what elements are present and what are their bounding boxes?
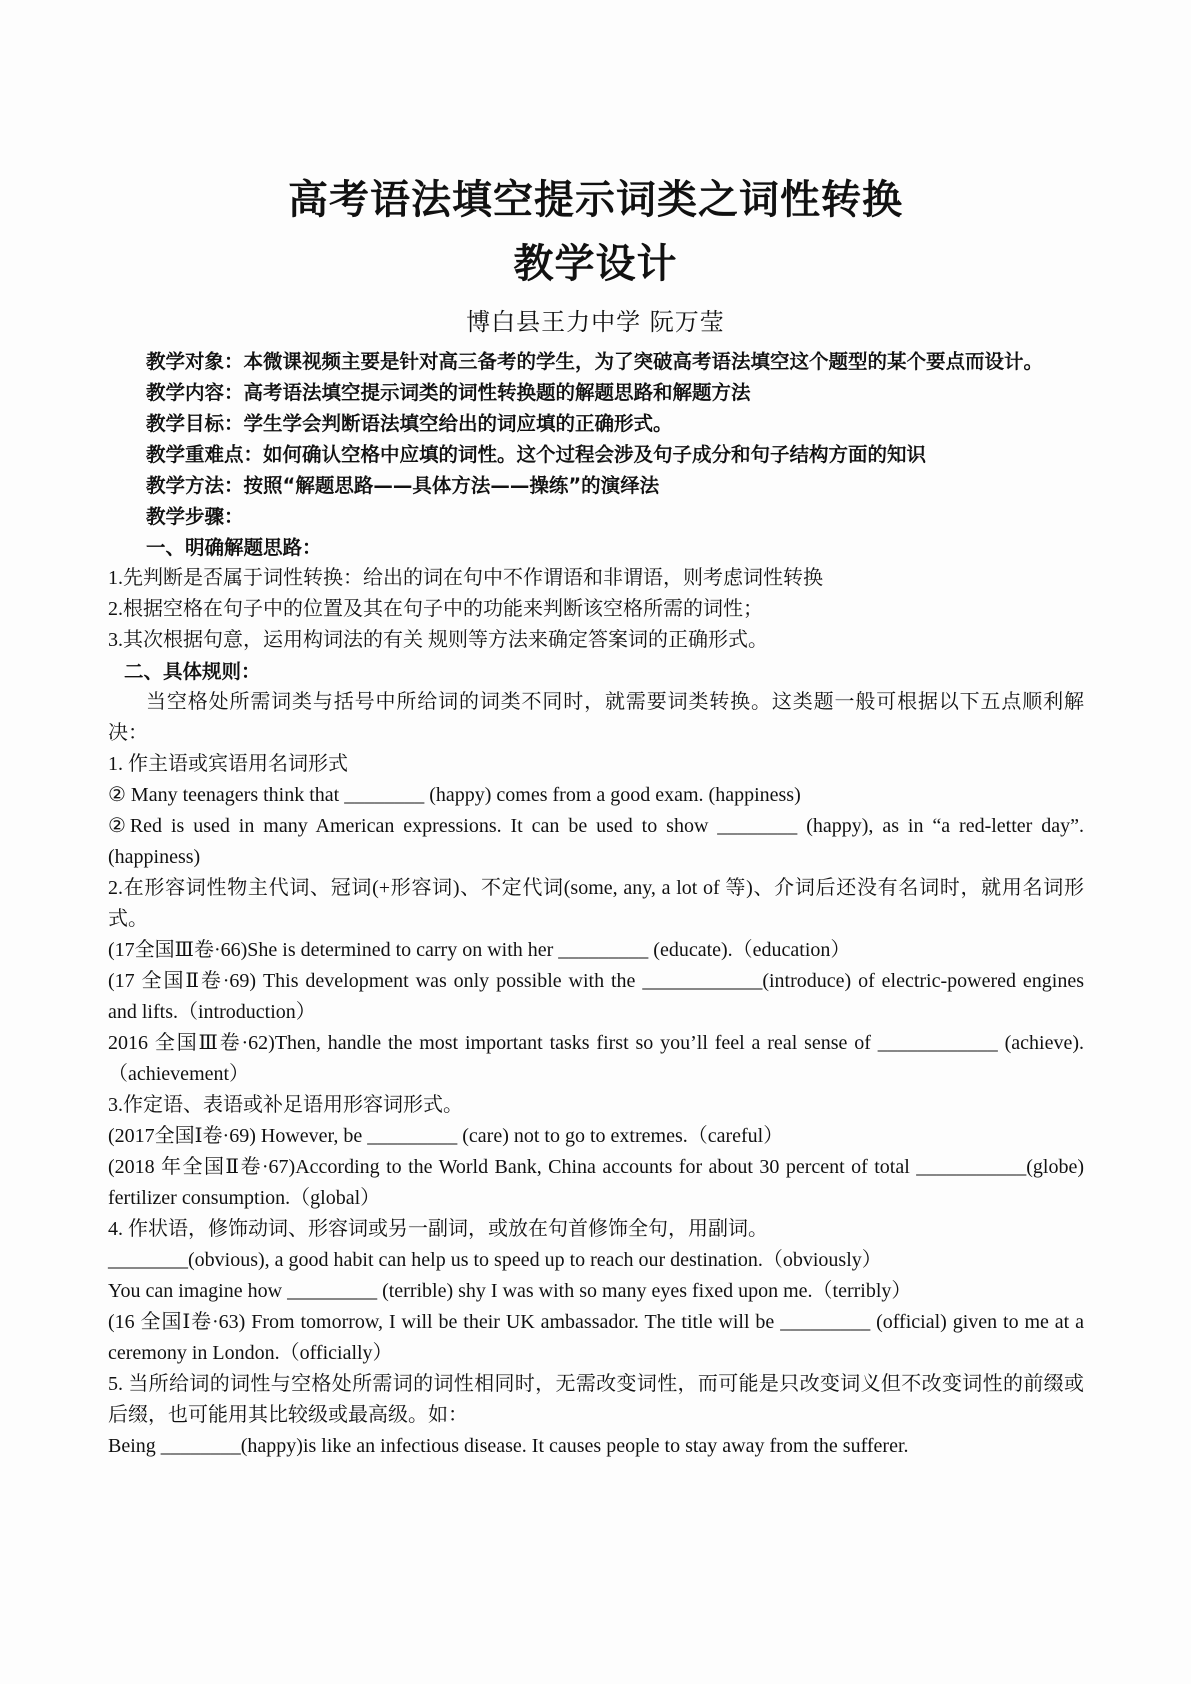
rule-5: 5. 当所给词的词性与空格处所需词的词性相同时，无需改变词性，而可能是只改变词义但不改变词性的前缀或后缀，也可能用其比较级或最高级。如：	[108, 1373, 1084, 1426]
rule-3: 3.作定语、表语或补足语用形容词形式。	[108, 1094, 463, 1116]
teaching-method: 教学方法：按照“解题思路——具体方法——操练”的演绎法	[146, 474, 660, 497]
rule-example: ②Red is used in many American expressions. It can be used to show ________ (happy), as in “a red-letter day”.(happiness)	[108, 815, 1084, 868]
rule-2: 2.在形容词性物主代词、冠词(+形容词)、不定代词(some, any, a lot of 等)、介词后还没有名词时，就用名词形式。	[108, 877, 1084, 930]
teaching-goal: 教学目标：学生学会判断语法填空给出的词应填的正确形式。	[146, 412, 673, 435]
section1-item: 1.先判断是否属于词性转换：给出的词在句中不作谓语和非谓语，则考虑词性转换	[108, 567, 823, 589]
author-line: 博白县王力中学 阮万莹	[466, 308, 725, 336]
teaching-object: 教学对象：本微课视频主要是针对高三备考的学生，为了突破高考语法填空这个题型的某个要点而设计。	[146, 350, 1044, 373]
rule-example: (16 全国Ⅰ卷·63) From tomorrow, I will be their UK ambassador. The title will be _________ (official) given to me at a ceremony in London.（officially）	[108, 1311, 1084, 1364]
rule-example: ② Many teenagers think that ________ (happy) comes from a good exam. (happiness)	[108, 784, 801, 806]
teaching-steps: 教学步骤：	[146, 505, 244, 528]
section2-intro: 当空格处所需词类与括号中所给词的词类不同时，就需要词类转换。这类题一般可根据以下五点顺利解决：	[108, 691, 1084, 744]
section1-item: 3.其次根据句意，运用构词法的有关 规则等方法来确定答案词的正确形式。	[108, 629, 768, 651]
rule-example: Being ________(happy)is like an infectious disease. It causes people to stay away from the sufferer.	[108, 1435, 909, 1457]
teaching-content: 教学内容：高考语法填空提示词类的词性转换题的解题思路和解题方法	[146, 381, 751, 404]
section2-heading: 二、具体规则：	[124, 660, 261, 683]
section1-item: 2.根据空格在句子中的位置及其在句子中的功能来判断该空格所需的词性；	[108, 598, 763, 620]
rule-example: (2017全国Ⅰ卷·69) However, be _________ (care) not to go to extremes.（careful）	[108, 1125, 784, 1147]
document-subtitle: 教学设计	[513, 241, 678, 287]
document-title: 高考语法填空提示词类之词性转换	[288, 177, 903, 223]
document-body	[108, 346, 1084, 1462]
section1-heading: 一、明确解题思路：	[146, 536, 322, 559]
rule-example: (17 全国Ⅱ卷·69) This development was only possible with the ____________(introduce) of electric-powered engines and lifts.（introduction）	[108, 970, 1084, 1023]
rule-1: 1. 作主语或宾语用名词形式	[108, 753, 348, 775]
rule-example: (2018 年全国Ⅱ卷·67)According to the World Bank, China accounts for about 30 percent of total ___________(globe) fertilizer consumption.（global）	[108, 1156, 1084, 1209]
rule-4: 4. 作状语，修饰动词、形容词或另一副词，或放在句首修饰全句，用副词。	[108, 1218, 768, 1240]
teaching-key-points: 教学重难点：如何确认空格中应填的词性。这个过程会涉及句子成分和句子结构方面的知识	[146, 443, 927, 466]
rule-example: ________(obvious), a good habit can help us to speed up to reach our destination.（obviously）	[108, 1249, 882, 1271]
rule-example: (17全国Ⅲ卷·66)She is determined to carry on with her _________ (educate).（education）	[108, 939, 851, 961]
rule-example: 2016 全国Ⅲ卷·62)Then, handle the most important tasks first so you’ll feel a real sense of ____________ (achieve). （achievement）	[108, 1032, 1084, 1085]
rule-example: You can imagine how _________ (terrible) shy I was with so many eyes fixed upon me.（terribly）	[108, 1280, 912, 1302]
